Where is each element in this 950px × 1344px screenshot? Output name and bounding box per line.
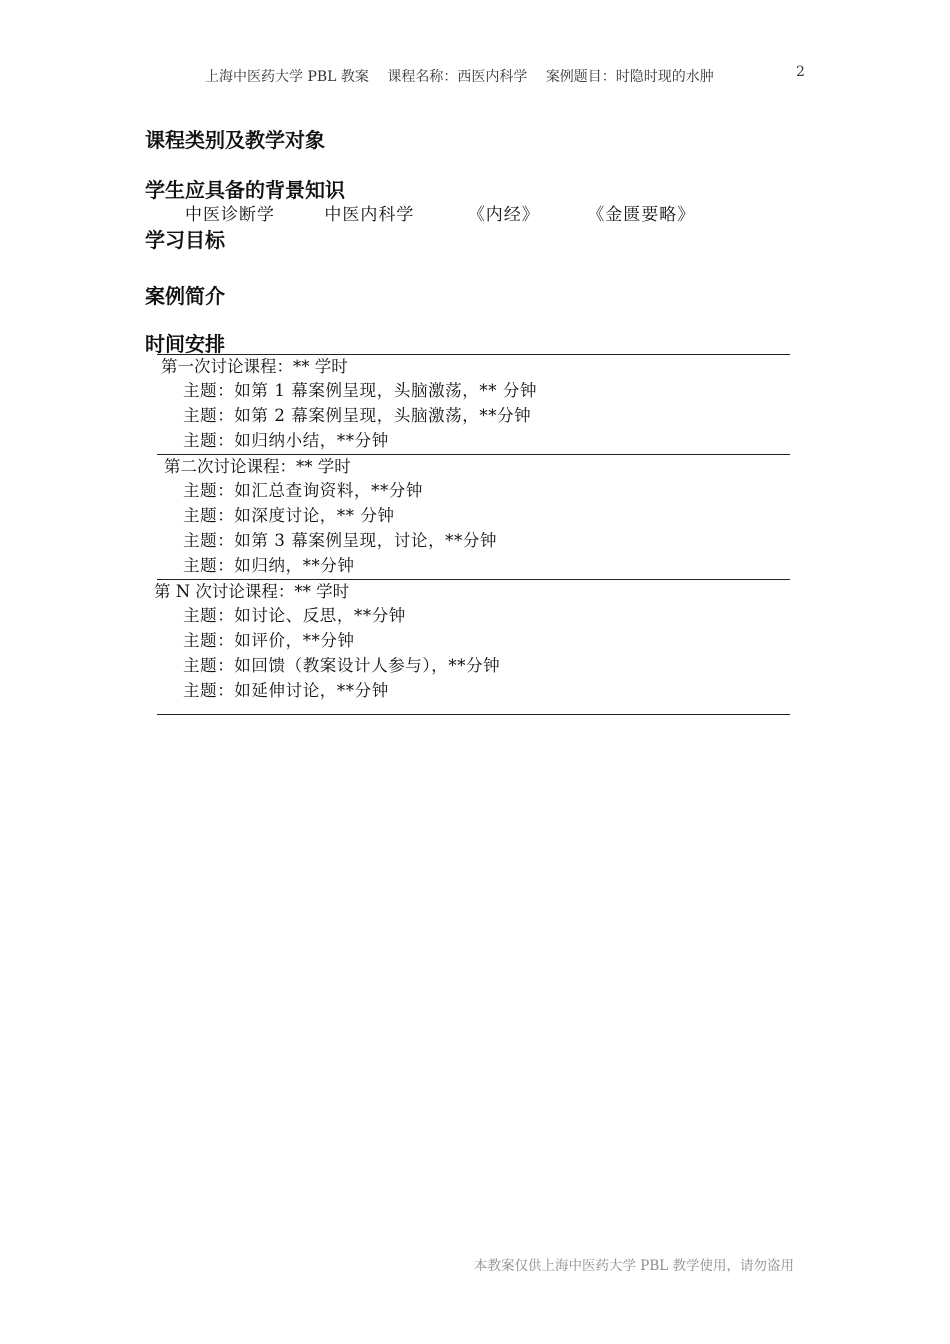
- session-topic: 主题：如讨论、反思，**分钟: [183, 606, 406, 625]
- session-topic: 主题：如归纳，**分钟: [183, 556, 355, 575]
- page-header: [205, 66, 728, 86]
- header-course: 课程名称：西医内科学: [387, 69, 528, 85]
- heading-background: 学生应具备的背景知识: [145, 178, 345, 202]
- session-topic: 主题：如第 2 幕案例呈现，头脑激荡，**分钟: [183, 406, 532, 425]
- session-topic: 主题：如评价，**分钟: [183, 631, 355, 650]
- session-topic: 主题：如回馈（教案设计人参与），**分钟: [183, 656, 501, 675]
- heading-objectives: 学习目标: [145, 228, 225, 252]
- page-number: 2: [796, 64, 805, 80]
- heading-case-intro: 案例简介: [145, 284, 225, 308]
- session-title: 第 N 次讨论课程：** 学时: [154, 582, 350, 601]
- session-topic: 主题：如归纳小结，**分钟: [183, 431, 389, 450]
- header-school: 上海中医药大学 PBL 教案: [205, 69, 369, 85]
- background-item: 《内经》: [467, 205, 540, 225]
- header-case: 案例题目：时隐时现的水肿: [545, 69, 714, 85]
- session-block: [154, 579, 790, 715]
- background-item: 《金匮要略》: [587, 205, 696, 225]
- heading-schedule: 时间安排: [145, 332, 225, 356]
- schedule-table: [154, 354, 790, 715]
- session-topic: 主题：如汇总查询资料，**分钟: [183, 481, 423, 500]
- page-footer: 本教案仅供上海中医药大学 PBL 教学使用，请勿盗用: [474, 1258, 795, 1274]
- session-title: 第二次讨论课程：** 学时: [164, 457, 351, 476]
- session-title: 第一次讨论课程：** 学时: [161, 357, 348, 376]
- session-block: [157, 454, 790, 579]
- background-item: 中医诊断学: [185, 205, 275, 225]
- heading-category: 课程类别及教学对象: [145, 128, 325, 152]
- background-items: [185, 200, 695, 225]
- session-topic: 主题：如第 3 幕案例呈现，讨论，**分钟: [183, 531, 498, 550]
- background-item: 中医内科学: [324, 205, 415, 225]
- session-topic: 主题：如深度讨论，** 分钟: [183, 506, 395, 525]
- session-topic: 主题：如延伸讨论，**分钟: [183, 681, 389, 700]
- session-topic: 主题：如第 1 幕案例呈现，头脑激荡，** 分钟: [183, 381, 538, 400]
- session-block: [157, 354, 790, 454]
